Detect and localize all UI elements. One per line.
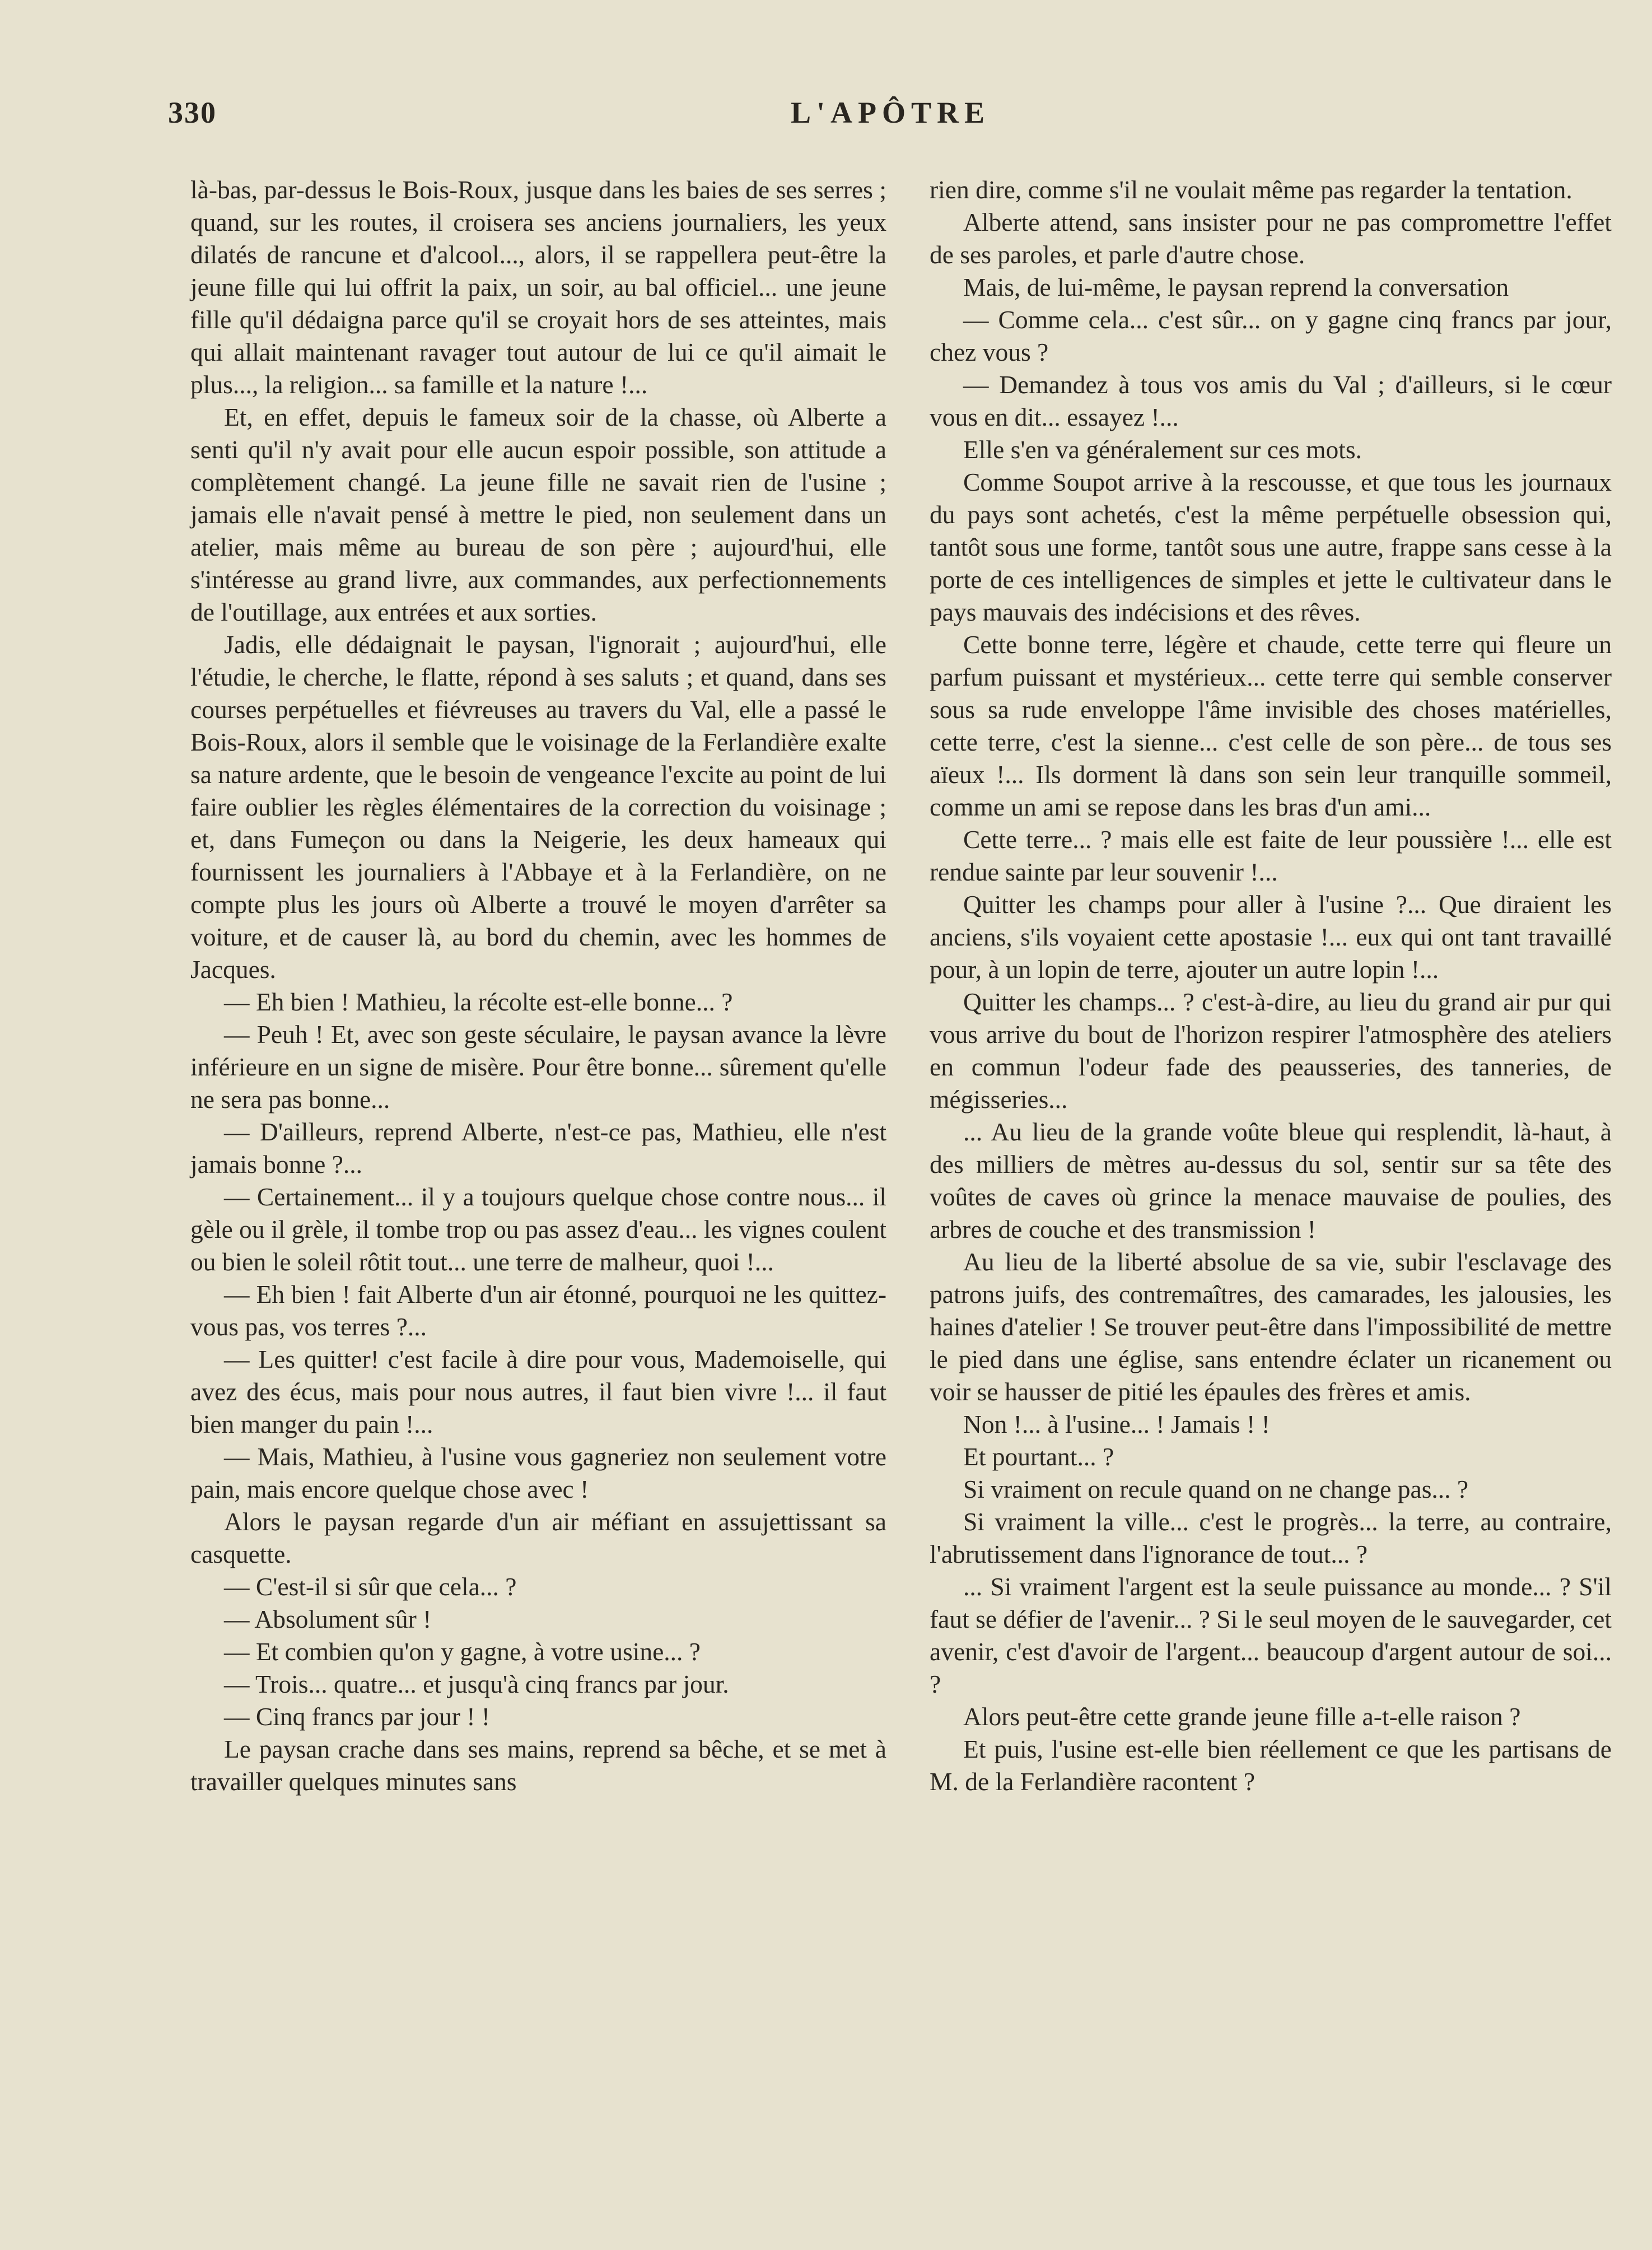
paragraph: — Peuh ! Et, avec son geste séculaire, le paysan avance la lèvre inférieure en un signe de misère. Pour être bonne... sûrement qu'elle ne sera pas bonne... bbox=[190, 1020, 886, 1114]
paragraph: Alors peut-être cette grande jeune fille a-t-elle raison ? bbox=[963, 1702, 1521, 1731]
paragraph: Si vraiment on recule quand on ne change pas... ? bbox=[963, 1475, 1469, 1503]
paragraph: Non !... à l'usine... ! Jamais ! ! bbox=[963, 1410, 1270, 1438]
paragraph: — Les quitter! c'est facile à dire pour vous, Mademoiselle, qui avez des écus, mais pour nous autres, il faut bien vivre !... il faut bien manger du pain !... bbox=[190, 1345, 886, 1438]
paragraph: — Comme cela... c'est sûr... on y gagne cinq francs par jour, chez vous ? bbox=[930, 305, 1612, 366]
paragraph: Cette terre... ? mais elle est faite de leur poussière !... elle est rendue sainte par leur souvenir !... bbox=[930, 825, 1612, 886]
paragraph: Au lieu de la liberté absolue de sa vie, subir l'esclavage des patrons juifs, des contremaîtres, des camarades, les jalousies, les haines d'atelier ! Se trouver peut-être dans l'impossibilité de mettre le pied dans une église, sans entendre éclater un ricanement ou voir se hausser de pitié les épaules des frères et amis. bbox=[930, 1247, 1612, 1406]
paragraph: — Eh bien ! Mathieu, la récolte est-elle bonne... ? bbox=[224, 987, 733, 1016]
paragraph: Et pourtant... ? bbox=[963, 1442, 1114, 1471]
paragraph: ... Au lieu de la grande voûte bleue qui resplendit, là-haut, à des milliers de mètres au-dessus du sol, sentir sur sa tête des voûtes de caves où grince la menace mauvaise de poulies, des arbres de couche et des transmission ! bbox=[930, 1117, 1612, 1243]
paragraph: Alors le paysan regarde d'un air méfiant en assujettissant sa casquette. bbox=[190, 1507, 886, 1568]
paragraph: rien dire, comme s'il ne voulait même pas regarder la tentation. bbox=[930, 175, 1572, 204]
paragraph: Le paysan crache dans ses mains, reprend sa bêche, et se met à travailler quelques minutes sans bbox=[190, 1735, 886, 1796]
paragraph: Comme Soupot arrive à la rescousse, et que tous les journaux du pays sont achetés, c'est la même perpétuelle obsession qui, tantôt sous une forme, tantôt sous une autre, frappe sans cesse à la porte de ces intelligences de simples et jette le cultivateur dans le pays mauvais des indécisions et des rêves. bbox=[930, 468, 1612, 626]
paragraph: Cette bonne terre, légère et chaude, cette terre qui fleure un parfum puissant et mystérieux... cette terre qui semble conserver sous sa rude enveloppe l'âme invisible des choses matérielles, cette terre, c'est la sienne... c'est celle de son père... de tous ses aïeux !... Ils dorment là dans son sein leur tranquille sommeil, comme un ami se repose dans les bras d'un ami... bbox=[930, 630, 1612, 821]
paragraph: Jadis, elle dédaignait le paysan, l'ignorait ; aujourd'hui, elle l'étudie, le cherche, le flatte, répond à ses saluts ; et quand, dans ses courses perpétuelles et fiévreuses au travers du Val, elle a passé le Bois-Roux, alors il semble que le voisinage de la Ferlandière exalte sa nature ardente, que le besoin de vengeance l'excite au point de lui faire oublier les règles élémentaires de la correction du voisinage ; et, dans Fumeçon ou dans la Neigerie, les deux hameaux qui fournissent les journaliers à l'Abbaye et à la Ferlandière, on ne compte plus les jours où Alberte a trouvé le moyen d'arrêter sa voiture, et de causer là, au bord du chemin, avec les hommes de Jacques. bbox=[190, 630, 886, 984]
paragraph: Et, en effet, depuis le fameux soir de la chasse, où Alberte a senti qu'il n'y avait pour elle aucun espoir possible, son attitude a complètement changé. La jeune fille ne savait rien de l'usine ; jamais elle n'avait pensé à mettre le pied, non seulement dans un atelier, mais même au bureau de son père ; aujourd'hui, elle s'intéresse au grand livre, aux commandes, aux perfectionnements de l'outillage, aux entrées et aux sorties. bbox=[190, 403, 886, 626]
paragraph: Quitter les champs... ? c'est-à-dire, au lieu du grand air pur qui vous arrive du bout de l'horizon respirer l'atmosphère des ateliers en commun l'odeur fade des peausseries, des tanneries, de mégisseries... bbox=[930, 987, 1612, 1114]
paragraph: — Certainement... il y a toujours quelque chose contre nous... il gèle ou il grèle, il tombe trop ou pas assez d'eau... les vignes coulent ou bien le soleil rôtit tout... une terre de malheur, quoi !... bbox=[190, 1182, 886, 1276]
paragraph: — Absolument sûr ! bbox=[224, 1605, 432, 1633]
paragraph: Et puis, l'usine est-elle bien réellement ce que les partisans de M. de la Ferlandière racontent ? bbox=[930, 1735, 1612, 1796]
paragraph: Elle s'en va généralement sur ces mots. bbox=[963, 435, 1362, 464]
left-column bbox=[190, 174, 886, 1798]
paragraph: Quitter les champs pour aller à l'usine ?... Que diraient les anciens, s'ils voyaient cette apostasie !... eux qui ont tant travaillé pour, à un lopin de terre, ajouter un autre lopin !... bbox=[930, 890, 1612, 984]
paragraph: — D'ailleurs, reprend Alberte, n'est-ce pas, Mathieu, elle n'est jamais bonne ?... bbox=[190, 1117, 886, 1178]
right-column bbox=[930, 174, 1612, 1798]
running-title: L'APÔTRE bbox=[790, 96, 991, 129]
paragraph: — Eh bien ! fait Alberte d'un air étonné, pourquoi ne les quittez-vous pas, vos terres ?... bbox=[190, 1280, 886, 1341]
paragraph: Mais, de lui-même, le paysan reprend la conversation bbox=[963, 273, 1509, 301]
paragraph: — Cinq francs par jour ! ! bbox=[224, 1702, 491, 1731]
paragraph: — Et combien qu'on y gagne, à votre usine... ? bbox=[224, 1637, 701, 1666]
page-number: 330 bbox=[168, 96, 217, 129]
paragraph: — Demandez à tous vos amis du Val ; d'ailleurs, si le cœur vous en dit... essayez !... bbox=[930, 370, 1612, 431]
paragraph: — Trois... quatre... et jusqu'à cinq francs par jour. bbox=[224, 1670, 729, 1698]
paragraph: — C'est-il si sûr que cela... ? bbox=[224, 1572, 517, 1601]
paragraph: Si vraiment la ville... c'est le progrès... la terre, au contraire, l'abrutissement dans l'ignorance de tout... ? bbox=[930, 1507, 1612, 1568]
paragraph: Alberte attend, sans insister pour ne pas compromettre l'effet de ses paroles, et parle d'autre chose. bbox=[930, 208, 1612, 269]
paragraph: — Mais, Mathieu, à l'usine vous gagneriez non seulement votre pain, mais encore quelque chose avec ! bbox=[190, 1442, 886, 1503]
paragraph: là-bas, par-dessus le Bois-Roux, jusque dans les baies de ses serres ; quand, sur les routes, il croisera ses anciens journaliers, les yeux dilatés de rancune et d'alcool..., alors, il se rappellera peut-être la jeune fille qui lui offrit la paix, un soir, au bal officiel... une jeune fille qu'il dédaigna parce qu'il se croyait hors de ses atteintes, mais qui allait maintenant ravager tout autour de lui ce qu'il aimait le plus..., la religion... sa famille et la nature !... bbox=[190, 175, 886, 399]
page-header bbox=[168, 95, 1613, 140]
paragraph: ... Si vraiment l'argent est la seule puissance au monde... ? S'il faut se défier de l'avenir... ? Si le seul moyen de le sauvegarder, cet avenir, c'est d'avoir de l'argent... beaucoup d'argent autour de soi... ? bbox=[930, 1572, 1612, 1698]
